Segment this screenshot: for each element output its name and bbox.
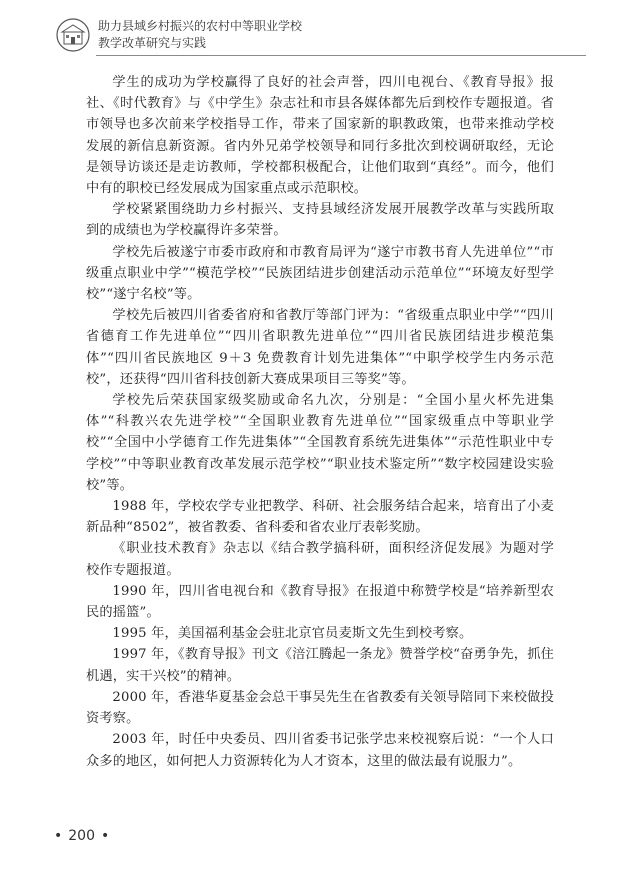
paragraph: 1997 年，《教育导报》刊文《涪江腾起一条龙》赞誉学校“奋勇争先，抓住机遇，实干兴校”的精神。	[86, 647, 554, 684]
running-header	[50, 14, 590, 60]
bullet-dot: •	[101, 828, 110, 844]
header-title-line2: 教学改革研究与实践	[98, 36, 207, 50]
paragraph: 2003 年，时任中央委员、四川省委书记张学忠来校视察后说：“一个人口众多的地区，如何把人力资源转化为人才资本，这里的做法最有说服力”。	[86, 732, 554, 769]
paragraph: 学生的成功为学校赢得了良好的社会声誉，四川电视台、《教育导报》报社、《时代教育》与《中学生》杂志社和市县各媒体都先后到校作专题报道。省市领导也多次前来学校指导工作，带来了国家新的职教政策，也带来推动学校发展的新信息新资源。省内外兄弟学校领导和同行多批次到校调研取经，无论是领导访谈还是走访教师，学校都积极配合，让他们取到“真经”。而今，他们中有的职校已经发展成为国家重点或示范职校。	[86, 75, 554, 197]
paragraph: 1990 年，四川省电视台和《教育导报》在报道中称赞学校是“培养新型农民的摇篮”。	[86, 583, 554, 621]
paragraph: 学校紧紧围绕助力乡村振兴、支持县域经济发展开展教学改革与实践所取到的成绩也为学校赢得许多荣誉。	[86, 202, 554, 239]
header-title-line1: 助力县域乡村振兴的农村中等职业学校	[98, 19, 303, 33]
bullet-dot: •	[54, 828, 63, 844]
paragraph: 2000 年，香港华夏基金会总干事吴先生在省教委有关领导陪同下来校做投资考察。	[86, 689, 554, 727]
header-title	[98, 18, 302, 52]
school-building-icon	[56, 18, 90, 52]
paragraph: 1988 年，学校农学专业把教学、科研、社会服务结合起来，培育出了小麦新品种“8502”，被省教委、省科委和省农业厅表彰奖励。	[86, 499, 554, 536]
page-footer	[48, 828, 115, 844]
page-number: 200	[68, 828, 95, 844]
header-divider	[96, 55, 586, 56]
paragraph: 学校先后被四川省委省府和省教厅等部门评为：“省级重点职业中学”“四川省德育工作先进单位”“四川省职教先进单位”“四川省民族团结进步模范集体”“四川省民族地区 9＋3 免费教育计划先进集体”“中职学校学生内务示范校”，还获得“四川省科技创新大赛成果项目三等奖”等。	[86, 308, 554, 387]
paragraph: 《职业技术教育》杂志以《结合教学搞科研，面积经济促发展》为题对学校作专题报道。	[86, 541, 554, 578]
page-body	[86, 72, 554, 772]
paragraph: 学校先后荣获国家级奖励或命名九次，分别是：“全国小星火杯先进集体”“科教兴农先进学校”“全国职业教育先进单位”“国家级重点中等职业学校”“全国中小学德育工作先进集体”“全国教育系统先进集体”“示范性职业中专学校”“中等职业教育改革发展示范学校”“职业技术鉴定所”“数字校园建设实验校”等。	[86, 393, 554, 493]
paragraph: 学校先后被遂宁市委市政府和市教育局评为“遂宁市教书育人先进单位”“市级重点职业中学”“模范学校”“民族团结进步创建活动示范单位”“环境友好型学校”“遂宁名校”等。	[86, 244, 554, 303]
paragraph: 1995 年，美国福利基金会驻北京官员麦斯文先生到校考察。	[112, 626, 473, 642]
